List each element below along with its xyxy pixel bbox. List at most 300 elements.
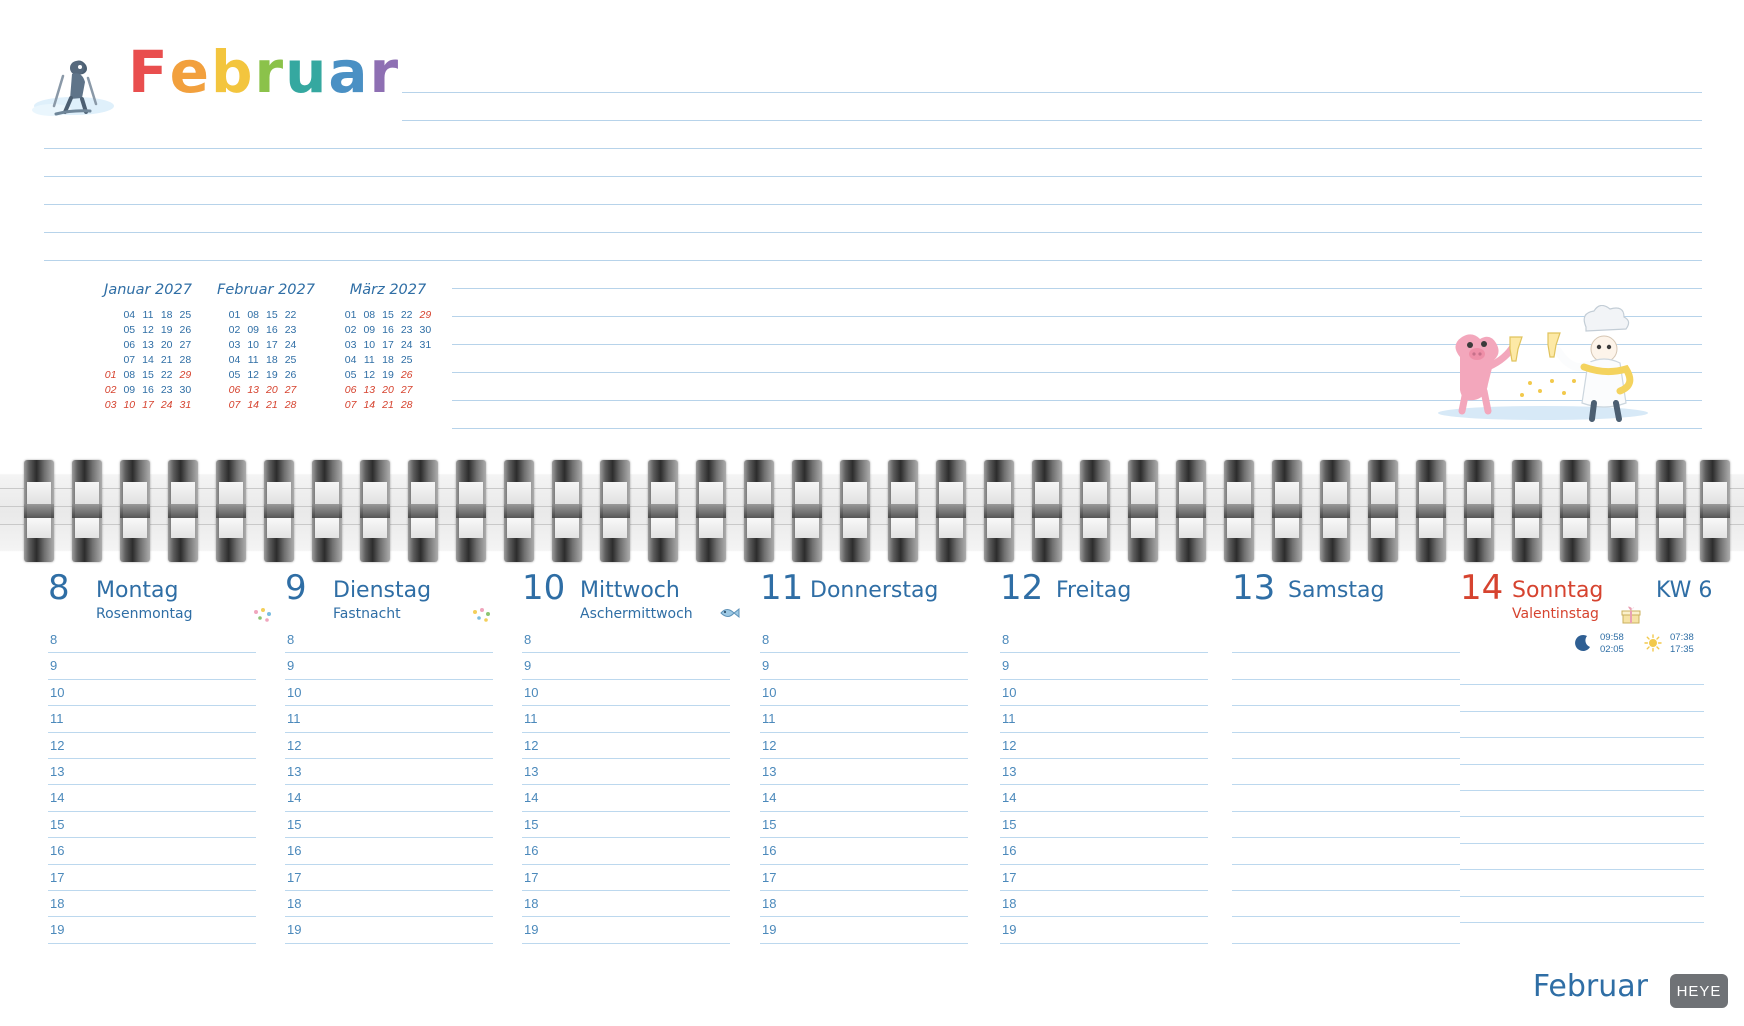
hour-label: 16 xyxy=(50,843,65,859)
day-cell: 02 xyxy=(104,383,117,396)
day-cell xyxy=(300,382,307,397)
day-cell: 22 xyxy=(284,308,297,321)
sun-icon xyxy=(1644,634,1662,652)
day-cell: 07 xyxy=(344,398,357,411)
day-cell: 28 xyxy=(400,398,413,411)
day-cell xyxy=(300,367,307,382)
hour-row xyxy=(1232,815,1468,841)
day-cell: 02 xyxy=(344,323,357,336)
week-number-label: KW 6 xyxy=(1656,578,1713,603)
moonset-time: 02:05 xyxy=(1600,644,1624,655)
day-column-samstag[interactable] xyxy=(1232,568,1468,992)
day-cell: 09 xyxy=(247,323,259,336)
day-cell: 26 xyxy=(284,368,297,381)
hour-row xyxy=(522,630,758,656)
hour-label: 11 xyxy=(287,711,301,727)
hour-row xyxy=(760,841,996,867)
hour-row xyxy=(1460,873,1696,899)
day-cell xyxy=(300,322,307,337)
moon-icon xyxy=(1574,634,1592,652)
hour-label: 8 xyxy=(762,632,770,647)
day-cell: 27 xyxy=(284,383,297,396)
day-cell: 16 xyxy=(382,323,394,336)
day-column-sonntag[interactable] xyxy=(1460,568,1714,992)
day-cell: 25 xyxy=(400,353,413,366)
hour-row xyxy=(48,709,284,735)
notes-section xyxy=(0,0,1744,452)
day-cell: 18 xyxy=(160,308,173,321)
day-cell: 26 xyxy=(179,323,192,336)
hour-row xyxy=(1000,815,1236,841)
sun-moon-times xyxy=(1564,632,1704,658)
day-number: 11 xyxy=(760,568,804,608)
hour-label: 18 xyxy=(50,895,65,911)
hour-row xyxy=(48,788,284,814)
title-letter: e xyxy=(169,38,211,106)
table-row xyxy=(225,307,307,322)
table-row xyxy=(101,322,194,337)
mini-calendar-table xyxy=(101,307,194,412)
hour-label: 16 xyxy=(524,843,539,859)
hour-row xyxy=(48,656,284,682)
hour-row xyxy=(1232,630,1468,656)
table-row xyxy=(341,382,434,397)
day-cell: 21 xyxy=(160,353,173,366)
hour-label: 19 xyxy=(524,922,539,938)
hour-label: 8 xyxy=(287,632,295,647)
hour-label: 10 xyxy=(762,684,777,700)
title-letter: r xyxy=(254,38,286,106)
hour-row xyxy=(48,841,284,867)
hour-label: 15 xyxy=(524,816,539,832)
day-cell: 18 xyxy=(382,353,394,366)
title-letter: u xyxy=(285,38,329,106)
day-cell xyxy=(416,367,435,382)
skier-doodle-icon xyxy=(30,48,116,120)
hour-row xyxy=(48,736,284,762)
day-header xyxy=(1000,568,1236,630)
day-cell: 05 xyxy=(344,368,357,381)
hour-label: 12 xyxy=(50,737,65,753)
hour-row xyxy=(285,894,521,920)
day-cell xyxy=(300,352,307,367)
hour-row xyxy=(1000,894,1236,920)
hour-label: 12 xyxy=(762,737,777,753)
hour-row xyxy=(1460,688,1696,714)
day-cell: 01 xyxy=(228,308,241,321)
day-cell: 26 xyxy=(400,368,413,381)
hour-row xyxy=(760,630,996,656)
moonrise-time: 09:58 xyxy=(1600,632,1624,643)
hour-row xyxy=(1232,788,1468,814)
hour-label: 9 xyxy=(524,658,532,674)
hour-label: 12 xyxy=(287,737,302,753)
fish-icon xyxy=(718,604,740,622)
table-row xyxy=(225,397,307,412)
day-weekday: Donnerstag xyxy=(810,578,939,603)
mini-calendar-title: März 2027 xyxy=(349,282,427,298)
hour-label: 19 xyxy=(50,922,65,938)
mini-calendar-title: Februar 2027 xyxy=(217,282,315,298)
table-row xyxy=(341,307,434,322)
hour-row xyxy=(1460,900,1696,926)
hour-row xyxy=(522,788,758,814)
day-cell: 06 xyxy=(344,383,357,396)
title-letter: b xyxy=(210,38,255,106)
hour-row xyxy=(1460,847,1696,873)
day-cell: 04 xyxy=(344,353,357,366)
day-cell: 14 xyxy=(142,353,154,366)
hour-row xyxy=(285,656,521,682)
day-header xyxy=(760,568,996,630)
hour-row xyxy=(760,815,996,841)
hour-row xyxy=(760,656,996,682)
day-weekday: Freitag xyxy=(1056,578,1132,603)
day-cell: 21 xyxy=(266,398,278,411)
hour-label: 14 xyxy=(1002,790,1017,806)
hour-row xyxy=(1000,788,1236,814)
day-cell: 03 xyxy=(104,398,117,411)
hour-label: 9 xyxy=(287,658,295,674)
day-note: Aschermittwoch xyxy=(580,606,693,622)
hour-row xyxy=(760,920,996,946)
day-note: Rosenmontag xyxy=(96,606,193,622)
day-cell: 14 xyxy=(363,398,376,411)
table-row xyxy=(225,367,307,382)
day-cell: 09 xyxy=(363,323,376,336)
moon-time-block xyxy=(1600,632,1624,656)
page-title xyxy=(128,38,400,106)
hour-row xyxy=(760,788,996,814)
hour-row xyxy=(760,762,996,788)
mini-calendar-table xyxy=(341,307,434,412)
spiral-binding xyxy=(0,452,1744,572)
note-line xyxy=(44,176,1702,177)
mini-calendar-table xyxy=(225,307,307,412)
day-cell: 25 xyxy=(284,353,297,366)
day-cell xyxy=(300,397,307,412)
hour-row xyxy=(1232,894,1468,920)
day-cell: 08 xyxy=(123,368,136,381)
hour-label: 18 xyxy=(287,895,302,911)
table-row xyxy=(225,337,307,352)
publisher-logo: HEYE xyxy=(1670,974,1728,1008)
day-column-dienstag[interactable] xyxy=(285,568,521,992)
table-row xyxy=(341,322,434,337)
hour-row xyxy=(760,868,996,894)
hour-slots[interactable] xyxy=(1000,630,1236,947)
hour-row xyxy=(1460,715,1696,741)
day-cell: 11 xyxy=(363,353,375,366)
hour-label: 19 xyxy=(762,922,777,938)
hour-row xyxy=(1460,741,1696,767)
day-weekday: Montag xyxy=(96,578,179,603)
title-letter: r xyxy=(369,38,401,106)
day-cell: 06 xyxy=(228,383,241,396)
day-cell: 15 xyxy=(382,308,394,321)
day-cell: 01 xyxy=(104,368,117,381)
table-row xyxy=(225,352,307,367)
day-cell: 21 xyxy=(382,398,394,411)
hour-row xyxy=(1000,630,1236,656)
hour-row xyxy=(760,683,996,709)
day-cell: 04 xyxy=(123,308,136,321)
hour-label: 12 xyxy=(524,737,539,753)
day-cell: 11 xyxy=(247,353,259,366)
mini-calendar-januar xyxy=(88,282,208,412)
hour-row xyxy=(285,736,521,762)
day-cell: 11 xyxy=(142,308,154,321)
hour-row xyxy=(1000,736,1236,762)
day-note: Fastnacht xyxy=(333,606,401,622)
day-number: 14 xyxy=(1460,568,1504,608)
hour-row xyxy=(1460,820,1696,846)
hour-label: 13 xyxy=(762,763,777,779)
day-cell xyxy=(101,307,120,322)
hour-label: 9 xyxy=(1002,658,1010,674)
hour-label: 15 xyxy=(50,816,65,832)
hour-row xyxy=(1000,868,1236,894)
day-cell: 17 xyxy=(382,338,394,351)
hour-row xyxy=(285,920,521,946)
day-cell: 08 xyxy=(363,308,376,321)
hour-label: 14 xyxy=(50,790,65,806)
table-row xyxy=(225,322,307,337)
day-cell: 17 xyxy=(266,338,278,351)
day-cell: 13 xyxy=(142,338,154,351)
hour-row xyxy=(1232,656,1468,682)
hour-label: 14 xyxy=(762,790,777,806)
gift-icon xyxy=(1620,606,1642,624)
day-cell: 02 xyxy=(228,323,241,336)
hour-row xyxy=(48,762,284,788)
day-cell xyxy=(416,352,435,367)
day-number: 13 xyxy=(1232,568,1276,608)
day-cell: 15 xyxy=(266,308,278,321)
hour-slots[interactable] xyxy=(48,630,284,947)
day-cell: 05 xyxy=(123,323,136,336)
day-cell: 01 xyxy=(344,308,357,321)
day-number: 10 xyxy=(522,568,566,608)
day-number: 12 xyxy=(1000,568,1044,608)
day-cell: 23 xyxy=(160,383,173,396)
hour-label: 14 xyxy=(287,790,302,806)
day-cell xyxy=(101,337,120,352)
confetti-icon xyxy=(471,606,493,624)
day-cell xyxy=(416,382,435,397)
hour-row xyxy=(1460,662,1696,688)
hour-label: 17 xyxy=(762,869,777,885)
day-cell: 19 xyxy=(266,368,278,381)
day-cell: 30 xyxy=(419,323,432,336)
day-cell: 27 xyxy=(179,338,192,351)
day-cell: 03 xyxy=(228,338,241,351)
note-line xyxy=(452,428,1702,429)
day-cell: 22 xyxy=(160,368,173,381)
table-row xyxy=(101,382,194,397)
day-cell: 24 xyxy=(284,338,297,351)
day-cell: 07 xyxy=(228,398,241,411)
table-row xyxy=(341,337,434,352)
hour-row xyxy=(1232,868,1468,894)
hour-slots[interactable] xyxy=(760,630,996,947)
day-cell: 19 xyxy=(160,323,173,336)
day-note: Valentinstag xyxy=(1512,606,1599,622)
hour-row xyxy=(522,920,758,946)
day-header xyxy=(522,568,758,630)
hour-label: 16 xyxy=(1002,843,1017,859)
hour-label: 13 xyxy=(1002,763,1017,779)
day-cell xyxy=(300,337,307,352)
day-cell xyxy=(101,322,120,337)
hour-row xyxy=(760,894,996,920)
hour-row xyxy=(1000,683,1236,709)
hour-slots[interactable] xyxy=(522,630,758,947)
table-row xyxy=(341,367,434,382)
day-cell: 12 xyxy=(363,368,376,381)
day-cell: 20 xyxy=(382,383,394,396)
table-row xyxy=(101,337,194,352)
hour-row xyxy=(285,630,521,656)
day-column-montag[interactable] xyxy=(48,568,284,992)
hour-row xyxy=(522,868,758,894)
hour-label: 10 xyxy=(524,684,539,700)
hour-label: 11 xyxy=(524,711,538,727)
note-line xyxy=(402,120,1702,121)
hour-slots[interactable] xyxy=(1232,630,1468,947)
hour-label: 19 xyxy=(287,922,302,938)
day-header xyxy=(48,568,284,630)
day-header xyxy=(1460,568,1714,630)
day-weekday: Mittwoch xyxy=(580,578,680,603)
day-cell xyxy=(300,307,307,322)
day-cell: 22 xyxy=(400,308,413,321)
hour-row xyxy=(1232,683,1468,709)
week-section xyxy=(0,568,1744,1026)
hour-label: 17 xyxy=(287,869,302,885)
day-cell: 10 xyxy=(363,338,376,351)
day-cell: 28 xyxy=(179,353,192,366)
day-cell: 23 xyxy=(284,323,297,336)
hour-row xyxy=(285,709,521,735)
note-line xyxy=(44,232,1702,233)
hour-row xyxy=(1460,794,1696,820)
day-cell: 07 xyxy=(123,353,136,366)
mini-calendar-title: Januar 2027 xyxy=(104,282,192,298)
hour-row xyxy=(1460,768,1696,794)
sun-time-block xyxy=(1670,632,1694,656)
day-cell: 15 xyxy=(142,368,154,381)
hour-label: 16 xyxy=(287,843,302,859)
day-cell: 12 xyxy=(142,323,154,336)
hour-label: 13 xyxy=(524,763,539,779)
day-column-freitag[interactable] xyxy=(1000,568,1236,992)
hour-row xyxy=(48,683,284,709)
table-row xyxy=(341,397,434,412)
hour-label: 8 xyxy=(50,632,58,647)
footer-month-label: Februar xyxy=(1532,969,1648,1004)
hour-row xyxy=(1000,709,1236,735)
day-column-donnerstag[interactable] xyxy=(760,568,996,992)
hour-slots[interactable] xyxy=(1460,662,1696,926)
hour-label: 13 xyxy=(287,763,302,779)
day-cell: 30 xyxy=(179,383,192,396)
hour-label: 11 xyxy=(1002,711,1016,727)
day-cell: 25 xyxy=(179,308,192,321)
hour-row xyxy=(760,736,996,762)
day-cell: 31 xyxy=(419,338,432,351)
hour-row xyxy=(1232,920,1468,946)
pig-and-chef-doodle-icon xyxy=(1418,305,1668,423)
hour-row xyxy=(522,894,758,920)
day-number: 8 xyxy=(48,568,70,608)
day-cell: 24 xyxy=(160,398,173,411)
day-number: 9 xyxy=(285,568,307,608)
day-column-mittwoch[interactable] xyxy=(522,568,758,992)
hour-row xyxy=(1000,841,1236,867)
hour-label: 8 xyxy=(1002,632,1010,647)
hour-label: 9 xyxy=(762,658,770,674)
hour-label: 11 xyxy=(50,711,64,727)
hour-row xyxy=(1000,656,1236,682)
hour-slots[interactable] xyxy=(285,630,521,947)
day-cell xyxy=(101,352,120,367)
day-header xyxy=(1232,568,1468,630)
hour-row xyxy=(285,841,521,867)
hour-row xyxy=(522,762,758,788)
table-row xyxy=(101,397,194,412)
table-row xyxy=(341,352,434,367)
mini-calendar-maerz xyxy=(328,282,448,412)
hour-label: 17 xyxy=(50,869,65,885)
hour-row xyxy=(48,894,284,920)
day-cell: 23 xyxy=(400,323,413,336)
sunset-time: 17:35 xyxy=(1670,644,1694,655)
hour-row xyxy=(285,868,521,894)
hour-row xyxy=(1000,762,1236,788)
note-line xyxy=(44,260,1702,261)
day-cell: 29 xyxy=(419,308,432,321)
hour-row xyxy=(48,630,284,656)
hour-label: 15 xyxy=(1002,816,1017,832)
day-cell: 14 xyxy=(247,398,259,411)
note-line xyxy=(452,288,1702,289)
day-cell: 10 xyxy=(123,398,136,411)
title-letter: a xyxy=(328,38,370,106)
hour-row xyxy=(760,709,996,735)
hour-label: 18 xyxy=(524,895,539,911)
note-line xyxy=(44,148,1702,149)
day-cell: 03 xyxy=(344,338,357,351)
day-cell: 31 xyxy=(179,398,192,411)
day-cell: 12 xyxy=(247,368,259,381)
hour-label: 16 xyxy=(762,843,777,859)
table-row xyxy=(101,352,194,367)
hour-label: 19 xyxy=(1002,922,1017,938)
day-cell: 13 xyxy=(247,383,259,396)
day-cell: 20 xyxy=(266,383,278,396)
day-cell: 29 xyxy=(179,368,192,381)
day-cell: 05 xyxy=(228,368,241,381)
hour-row xyxy=(48,815,284,841)
title-letter: F xyxy=(128,38,170,106)
hour-row xyxy=(522,683,758,709)
day-cell: 24 xyxy=(400,338,413,351)
note-line xyxy=(402,92,1702,93)
hour-row xyxy=(522,709,758,735)
hour-row xyxy=(48,920,284,946)
day-weekday: Dienstag xyxy=(333,578,432,603)
